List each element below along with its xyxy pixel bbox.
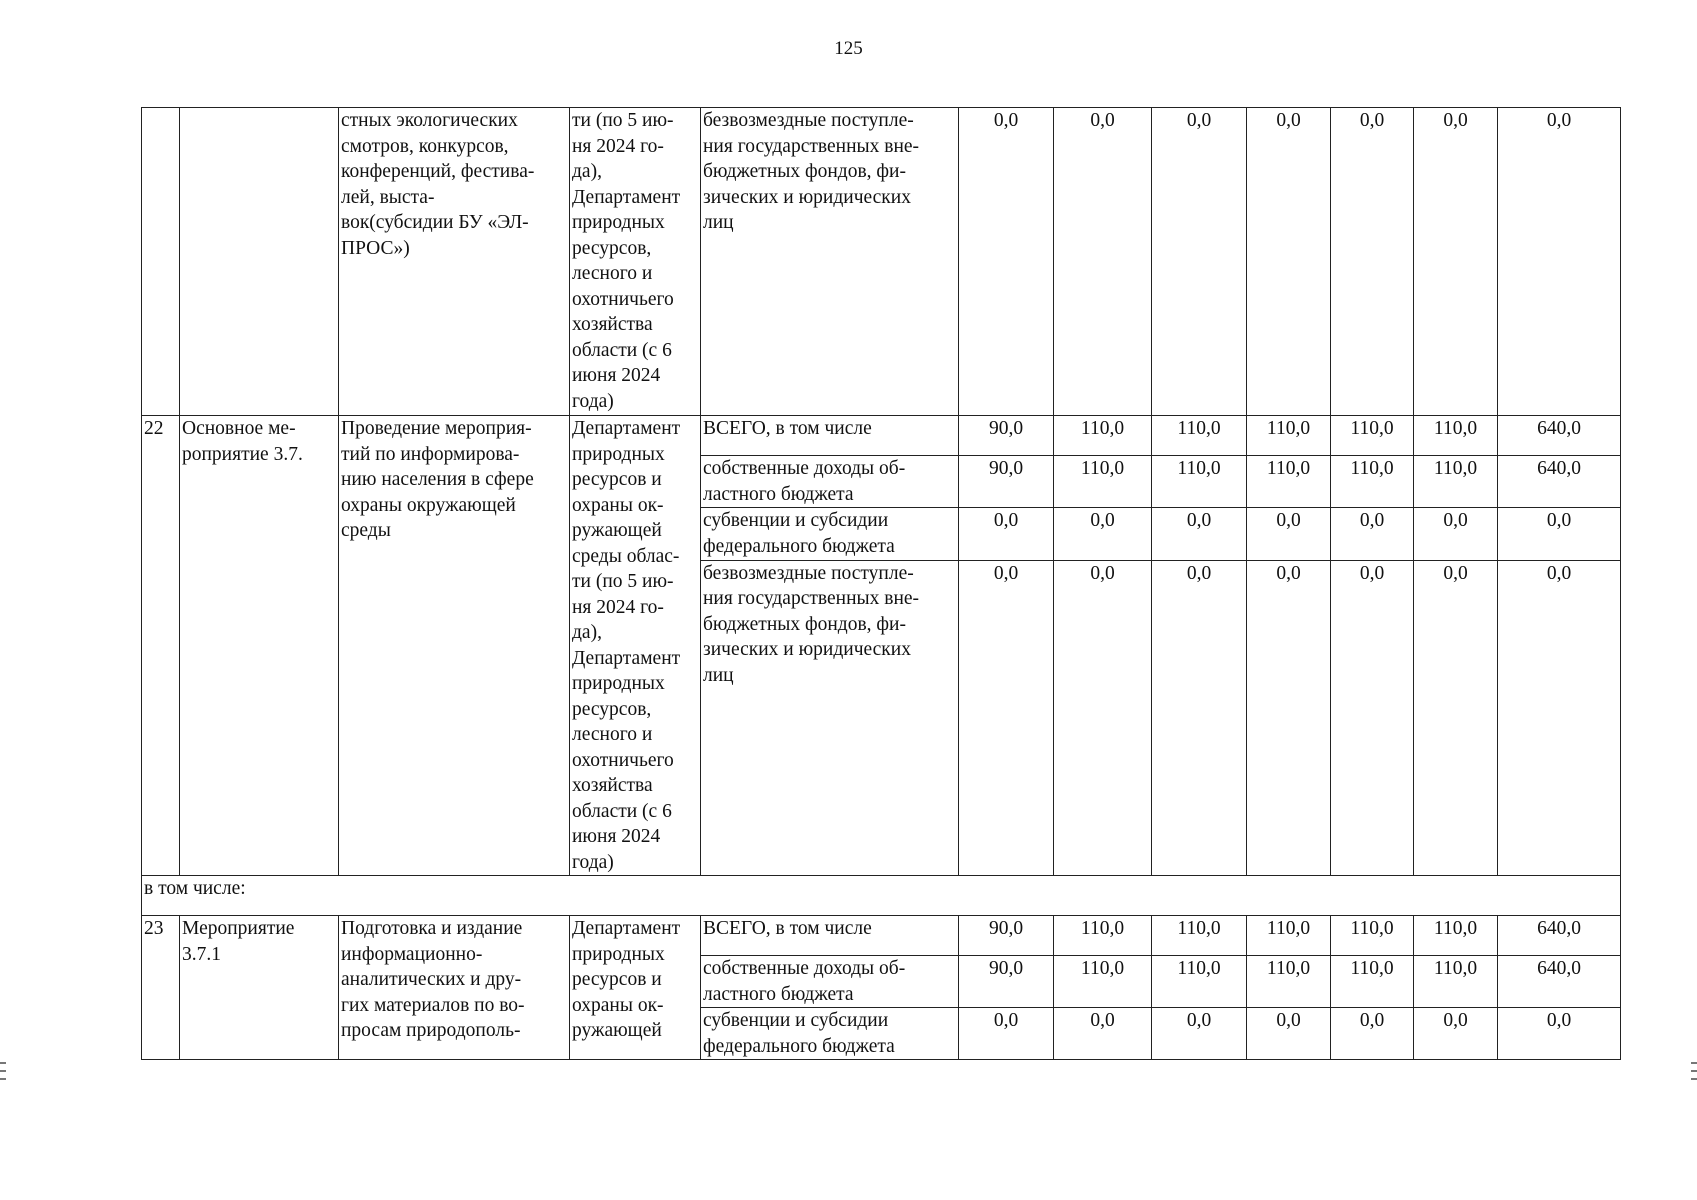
- value-cell: 90,0: [959, 956, 1054, 1008]
- row-number-cell: [142, 108, 180, 416]
- value-cell: 0,0: [959, 1008, 1054, 1060]
- total-cell: 640,0: [1498, 956, 1621, 1008]
- value-cell: 0,0: [1414, 1008, 1498, 1060]
- total-cell: 0,0: [1498, 508, 1621, 560]
- subheading-cell: в том числе:: [142, 876, 1621, 916]
- value-cell: 0,0: [1247, 560, 1331, 875]
- value-cell: 0,0: [1152, 560, 1247, 875]
- funding-source-cell: субвенции и субсидии федерального бюджета: [701, 508, 959, 560]
- table-row: [142, 916, 1621, 956]
- scan-edge-mark: [1691, 1062, 1697, 1064]
- value-cell: 0,0: [1152, 508, 1247, 560]
- program-budget-table: [141, 107, 1621, 1060]
- value-cell: 0,0: [1247, 1008, 1331, 1060]
- table-row: [142, 108, 1621, 416]
- row-executor-cell: ти (по 5 ию- ня 2024 го- да), Департамент природных ресурсов, лесного и охотничьего хозяйства области (с 6 июня 2024 года): [570, 108, 701, 416]
- value-cell: 90,0: [959, 916, 1054, 956]
- value-cell: 110,0: [1414, 916, 1498, 956]
- total-cell: 0,0: [1498, 108, 1621, 416]
- row-name-cell: Основное ме- роприятие 3.7.: [180, 416, 339, 876]
- scan-edge-mark: [1691, 1078, 1697, 1080]
- value-cell: 110,0: [1414, 456, 1498, 508]
- row-number-cell: 23: [142, 916, 180, 1060]
- value-cell: 110,0: [1414, 956, 1498, 1008]
- value-cell: 0,0: [1414, 508, 1498, 560]
- value-cell: 0,0: [959, 108, 1054, 416]
- value-cell: 110,0: [1152, 956, 1247, 1008]
- value-cell: 0,0: [1247, 508, 1331, 560]
- scan-edge-mark: [0, 1062, 6, 1064]
- value-cell: 110,0: [1152, 916, 1247, 956]
- value-cell: 110,0: [1054, 956, 1152, 1008]
- row-content-cell: стных экологических смотров, конкурсов, конференций, фестива- лей, выста- вок(субсидии БУ «ЭЛ- ПРОС»): [339, 108, 570, 416]
- value-cell: 0,0: [1331, 508, 1414, 560]
- funding-source-cell: собственные доходы об- ластного бюджета: [701, 956, 959, 1008]
- value-cell: 0,0: [959, 560, 1054, 875]
- row-executor-cell: Департамент природных ресурсов и охраны ок- ружающей среды облас- ти (по 5 ию- ня 2024 го- да), Департамент природных ресурсов, лесного и охотничьего хозяйства области (с 6 июня 2024 года): [570, 416, 701, 876]
- value-cell: 110,0: [1054, 416, 1152, 456]
- value-cell: 90,0: [959, 416, 1054, 456]
- value-cell: 0,0: [1414, 108, 1498, 416]
- value-cell: 0,0: [1414, 560, 1498, 875]
- value-cell: 110,0: [1414, 416, 1498, 456]
- value-cell: 110,0: [1247, 956, 1331, 1008]
- total-cell: 0,0: [1498, 560, 1621, 875]
- row-number-cell: 22: [142, 416, 180, 876]
- value-cell: 110,0: [1247, 456, 1331, 508]
- value-cell: 110,0: [1331, 416, 1414, 456]
- value-cell: 110,0: [1247, 416, 1331, 456]
- value-cell: 110,0: [1331, 456, 1414, 508]
- scan-edge-mark: [1691, 1070, 1697, 1072]
- value-cell: 110,0: [1331, 916, 1414, 956]
- funding-source-cell: ВСЕГО, в том числе: [701, 916, 959, 956]
- funding-source-cell: безвозмездные поступле- ния государственных вне- бюджетных фондов, фи- зических и юридических лиц: [701, 108, 959, 416]
- scan-edge-mark: [0, 1078, 6, 1080]
- value-cell: 0,0: [1331, 1008, 1414, 1060]
- total-cell: 640,0: [1498, 456, 1621, 508]
- value-cell: 110,0: [1054, 456, 1152, 508]
- value-cell: 0,0: [1331, 560, 1414, 875]
- value-cell: 0,0: [1152, 108, 1247, 416]
- funding-source-cell: безвозмездные поступле- ния государственных вне- бюджетных фондов, фи- зических и юридических лиц: [701, 560, 959, 875]
- value-cell: 0,0: [1054, 560, 1152, 875]
- value-cell: 0,0: [1054, 108, 1152, 416]
- funding-source-cell: субвенции и субсидии федерального бюджета: [701, 1008, 959, 1060]
- value-cell: 0,0: [1054, 1008, 1152, 1060]
- value-cell: 0,0: [1054, 508, 1152, 560]
- total-cell: 0,0: [1498, 1008, 1621, 1060]
- row-name-cell: [180, 108, 339, 416]
- row-executor-cell: Департамент природных ресурсов и охраны ок- ружающей: [570, 916, 701, 1060]
- table-row: [142, 876, 1621, 916]
- row-name-cell: Мероприятие 3.7.1: [180, 916, 339, 1060]
- total-cell: 640,0: [1498, 916, 1621, 956]
- table-row: [142, 416, 1621, 456]
- funding-source-cell: собственные доходы об- ластного бюджета: [701, 456, 959, 508]
- value-cell: 0,0: [1331, 108, 1414, 416]
- row-content-cell: Проведение мероприя- тий по информирова- нию населения в сфере охраны окружающей среды: [339, 416, 570, 876]
- value-cell: 0,0: [1152, 1008, 1247, 1060]
- row-content-cell: Подготовка и издание информационно- аналитических и дру- гих материалов по во- просам природополь-: [339, 916, 570, 1060]
- value-cell: 0,0: [959, 508, 1054, 560]
- value-cell: 110,0: [1247, 916, 1331, 956]
- value-cell: 110,0: [1152, 416, 1247, 456]
- funding-source-cell: ВСЕГО, в том числе: [701, 416, 959, 456]
- value-cell: 110,0: [1152, 456, 1247, 508]
- value-cell: 110,0: [1054, 916, 1152, 956]
- scan-edge-mark: [0, 1070, 6, 1072]
- value-cell: 90,0: [959, 456, 1054, 508]
- total-cell: 640,0: [1498, 416, 1621, 456]
- value-cell: 0,0: [1247, 108, 1331, 416]
- page-number: 125: [834, 38, 863, 59]
- value-cell: 110,0: [1331, 956, 1414, 1008]
